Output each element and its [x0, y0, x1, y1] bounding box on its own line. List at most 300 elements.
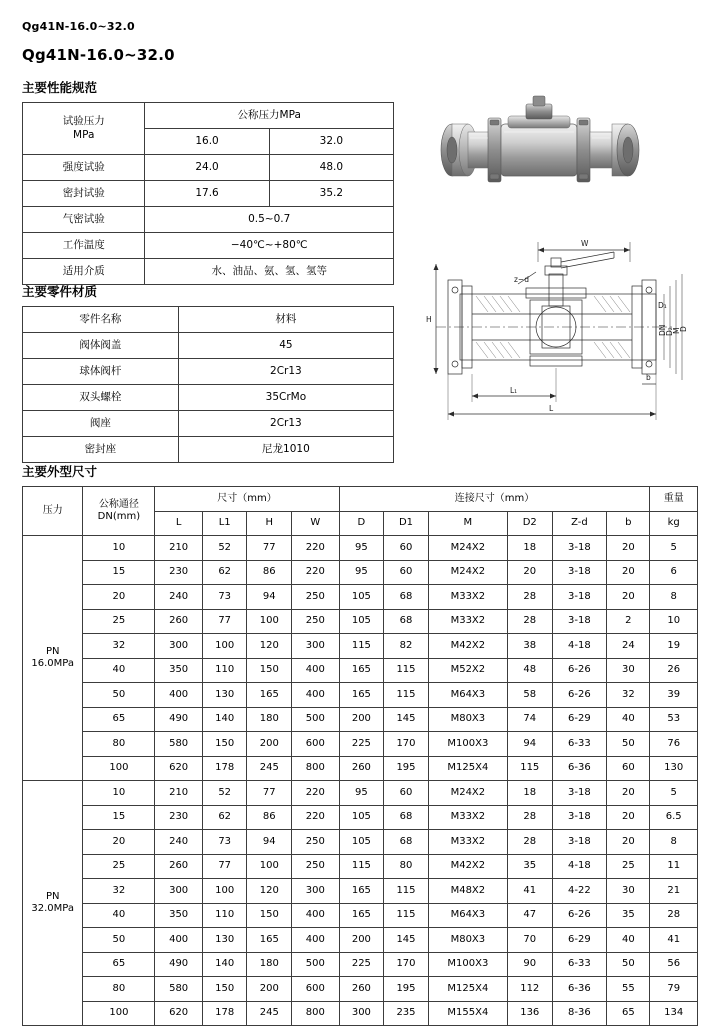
cell: 10	[83, 536, 155, 561]
table-row	[23, 1001, 698, 1026]
cell: 210	[155, 536, 202, 561]
cell: M24X2	[428, 560, 507, 585]
cell: 100	[83, 756, 155, 781]
materials-header-material: 材料	[178, 307, 393, 333]
cell: 77	[247, 781, 292, 806]
cell: 100	[202, 634, 247, 659]
drawing-label-DN: DN	[658, 324, 667, 336]
cell: 20	[507, 560, 552, 585]
cell: 60	[607, 756, 650, 781]
cell: 77	[247, 536, 292, 561]
cell: 300	[292, 634, 339, 659]
cell: 112	[507, 977, 552, 1002]
test-pressure-header-line2: MPa	[73, 128, 95, 141]
cell: 65	[83, 707, 155, 732]
cell: 62	[202, 805, 247, 830]
cell: 20	[607, 781, 650, 806]
row-label-temperature: 工作温度	[23, 233, 145, 259]
cell: 105	[339, 830, 384, 855]
cell: 65	[83, 952, 155, 977]
materials-title: 主要零件材质	[22, 284, 98, 299]
cell: 68	[384, 609, 429, 634]
cell: M64X3	[428, 683, 507, 708]
cell: 130	[650, 756, 698, 781]
cell: 68	[384, 830, 429, 855]
cell: 6-29	[552, 707, 607, 732]
cell: 26	[650, 658, 698, 683]
cell: 52	[202, 536, 247, 561]
cell: 260	[339, 977, 384, 1002]
cell: 19	[650, 634, 698, 659]
table-row	[23, 952, 698, 977]
table-row	[23, 207, 394, 233]
cell: 115	[384, 879, 429, 904]
test-pressure-header	[23, 103, 145, 155]
table-row	[23, 437, 394, 463]
cell: 165	[247, 683, 292, 708]
cell: 53	[650, 707, 698, 732]
cell: M33X2	[428, 609, 507, 634]
cell: 20	[607, 585, 650, 610]
cell: 6-33	[552, 732, 607, 757]
cell: 400	[155, 683, 202, 708]
cell: 100	[247, 854, 292, 879]
product-code-small: Qg41N-16.0~32.0	[22, 20, 135, 33]
cell: M80X3	[428, 928, 507, 953]
cell: M155X4	[428, 1001, 507, 1026]
cell: 94	[247, 830, 292, 855]
dim-col-L1: L1	[202, 511, 247, 536]
cell: 580	[155, 977, 202, 1002]
table-row	[23, 977, 698, 1002]
dim-header-dn	[83, 487, 155, 536]
cell: 双头螺栓	[23, 385, 179, 411]
cell: 600	[292, 977, 339, 1002]
table-row	[23, 536, 698, 561]
cell: 50	[607, 952, 650, 977]
cell: 球体阀杆	[23, 359, 179, 385]
cell: 4-18	[552, 634, 607, 659]
row-label-seal: 密封试验	[23, 181, 145, 207]
cell: 200	[339, 928, 384, 953]
cell: 165	[247, 928, 292, 953]
cell: 490	[155, 707, 202, 732]
cell: 56	[650, 952, 698, 977]
cell: 6-29	[552, 928, 607, 953]
performance-section	[22, 78, 394, 285]
cell: 4-18	[552, 854, 607, 879]
performance-table	[22, 102, 394, 285]
table-row	[23, 333, 394, 359]
cell: 3-18	[552, 536, 607, 561]
cell: 150	[247, 658, 292, 683]
cell: 105	[339, 585, 384, 610]
cell: 220	[292, 781, 339, 806]
cell: 尼龙1010	[178, 437, 393, 463]
cell: 35	[607, 903, 650, 928]
cell: 35	[507, 854, 552, 879]
table-row	[23, 155, 394, 181]
cell: 235	[384, 1001, 429, 1026]
performance-title: 主要性能规范	[22, 80, 98, 95]
table-row	[23, 683, 698, 708]
table-row	[23, 487, 698, 512]
cell: M48X2	[428, 879, 507, 904]
dim-col-D2: D2	[507, 511, 552, 536]
cell: 240	[155, 830, 202, 855]
cell: 130	[202, 928, 247, 953]
pressure-col-32: 32.0	[269, 129, 393, 155]
cell: 115	[384, 683, 429, 708]
cell: 35.2	[269, 181, 393, 207]
cell: 245	[247, 756, 292, 781]
cell: 18	[507, 781, 552, 806]
cell: 28	[507, 609, 552, 634]
cell: 20	[83, 830, 155, 855]
cell: 65	[607, 1001, 650, 1026]
cell: 水、油品、氨、氢、氢等	[145, 259, 394, 285]
table-row	[23, 103, 394, 129]
cell: 4-22	[552, 879, 607, 904]
nominal-pressure-header: 公称压力MPa	[145, 103, 394, 129]
cell: 45	[178, 333, 393, 359]
dim-group-label-1-line1: PN	[45, 645, 60, 657]
cell: 620	[155, 756, 202, 781]
cell: 8	[650, 830, 698, 855]
cell: 245	[247, 1001, 292, 1026]
dim-header-dn-line1: 公称通径	[98, 498, 139, 510]
cell: 620	[155, 1001, 202, 1026]
cell: 3-18	[552, 560, 607, 585]
cell: 80	[83, 732, 155, 757]
cell: 178	[202, 756, 247, 781]
materials-table	[22, 306, 394, 463]
cell: 250	[292, 830, 339, 855]
cell: 260	[339, 756, 384, 781]
cell: 60	[384, 781, 429, 806]
dim-header-conn-group: 连接尺寸（mm）	[339, 487, 650, 512]
table-row	[23, 928, 698, 953]
cell: 100	[83, 1001, 155, 1026]
cell: 86	[247, 805, 292, 830]
valve-section-drawing	[418, 228, 696, 433]
cell: 95	[339, 536, 384, 561]
dim-header-pressure: 压力	[23, 487, 83, 536]
cell: 95	[339, 781, 384, 806]
cell: 600	[292, 732, 339, 757]
cell: 110	[202, 658, 247, 683]
cell: 165	[339, 658, 384, 683]
dim-col-W: W	[292, 511, 339, 536]
cell: 密封座	[23, 437, 179, 463]
cell: 100	[202, 879, 247, 904]
cell: 400	[292, 903, 339, 928]
cell: 110	[202, 903, 247, 928]
cell: M125X4	[428, 756, 507, 781]
cell: 240	[155, 585, 202, 610]
cell: 20	[607, 536, 650, 561]
cell: 3-18	[552, 830, 607, 855]
drawing-label-W: W	[581, 239, 589, 248]
cell: 3-18	[552, 781, 607, 806]
dim-col-D1: D1	[384, 511, 429, 536]
cell: 120	[247, 879, 292, 904]
drawing-label-b: b	[646, 373, 651, 382]
cell: 40	[83, 658, 155, 683]
cell: 28	[650, 903, 698, 928]
cell: 400	[292, 928, 339, 953]
cell: 180	[247, 707, 292, 732]
cell: 77	[202, 854, 247, 879]
table-row	[23, 879, 698, 904]
cell: M24X2	[428, 536, 507, 561]
cell: 300	[155, 634, 202, 659]
cell: 6-33	[552, 952, 607, 977]
cell: 115	[339, 634, 384, 659]
cell: 11	[650, 854, 698, 879]
table-row	[23, 359, 394, 385]
dim-col-weight-unit: kg	[650, 511, 698, 536]
cell: 165	[339, 683, 384, 708]
dim-group-label-1-line2: 16.0MPa	[31, 658, 75, 669]
cell: 0.5~0.7	[145, 207, 394, 233]
dim-col-H: H	[247, 511, 292, 536]
cell: 15	[83, 805, 155, 830]
test-pressure-header-line1: 试验压力	[62, 115, 105, 128]
cell: M33X2	[428, 585, 507, 610]
cell: 76	[650, 732, 698, 757]
cell: 6.5	[650, 805, 698, 830]
cell: −40℃~+80℃	[145, 233, 394, 259]
dim-col-M: M	[428, 511, 507, 536]
cell: 200	[247, 977, 292, 1002]
cell: 28	[507, 805, 552, 830]
cell: 48.0	[269, 155, 393, 181]
cell: 32	[83, 634, 155, 659]
cell: 400	[155, 928, 202, 953]
table-row	[23, 781, 698, 806]
cell: 225	[339, 952, 384, 977]
cell: 115	[339, 854, 384, 879]
cell: 150	[202, 732, 247, 757]
dim-col-D: D	[339, 511, 384, 536]
cell: 82	[384, 634, 429, 659]
cell: 79	[650, 977, 698, 1002]
cell: M80X3	[428, 707, 507, 732]
cell: 6-36	[552, 756, 607, 781]
cell: 94	[247, 585, 292, 610]
cell: 490	[155, 952, 202, 977]
cell: 145	[384, 707, 429, 732]
cell: 180	[247, 952, 292, 977]
cell: 200	[247, 732, 292, 757]
technical-drawing	[418, 228, 696, 433]
table-row	[23, 585, 698, 610]
cell: 60	[384, 536, 429, 561]
dim-header-weight: 重量	[650, 487, 698, 512]
cell: 500	[292, 952, 339, 977]
cell: 77	[202, 609, 247, 634]
dim-header-size-group: 尺寸（mm）	[155, 487, 339, 512]
cell: 230	[155, 805, 202, 830]
cell: 250	[292, 854, 339, 879]
cell: 130	[202, 683, 247, 708]
cell: 41	[650, 928, 698, 953]
cell: 20	[607, 560, 650, 585]
drawing-label-D1: D₁	[658, 301, 667, 310]
table-row	[23, 903, 698, 928]
cell: M52X2	[428, 658, 507, 683]
cell: 50	[83, 683, 155, 708]
table-row	[23, 854, 698, 879]
cell: 2	[607, 609, 650, 634]
materials-section	[22, 282, 394, 463]
table-row	[23, 411, 394, 437]
dim-group-label-2-line2: 32.0MPa	[31, 903, 75, 914]
cell: 25	[607, 854, 650, 879]
dim-header-dn-line2: DN(mm)	[97, 511, 141, 522]
cell: 3-18	[552, 609, 607, 634]
cell: M100X3	[428, 732, 507, 757]
cell: M100X3	[428, 952, 507, 977]
cell: 10	[650, 609, 698, 634]
cell: M42X2	[428, 854, 507, 879]
dim-col-L: L	[155, 511, 202, 536]
cell: 350	[155, 903, 202, 928]
cell: 41	[507, 879, 552, 904]
table-row	[23, 830, 698, 855]
cell: 38	[507, 634, 552, 659]
table-row	[23, 707, 698, 732]
cell: M33X2	[428, 830, 507, 855]
dimensions-section	[22, 462, 698, 1026]
cell: 195	[384, 977, 429, 1002]
dimensions-table	[22, 486, 698, 1026]
cell: 阀体阀盖	[23, 333, 179, 359]
cell: 20	[83, 585, 155, 610]
cell: 10	[83, 781, 155, 806]
dim-group-label-2	[23, 781, 83, 1026]
table-row	[23, 307, 394, 333]
product-photo	[430, 84, 690, 214]
cell: 6-26	[552, 903, 607, 928]
drawing-label-zd: z−d	[514, 275, 529, 284]
cell: 8-36	[552, 1001, 607, 1026]
cell: 300	[339, 1001, 384, 1026]
cell: 5	[650, 536, 698, 561]
cell: 58	[507, 683, 552, 708]
cell: 170	[384, 952, 429, 977]
cell: 94	[507, 732, 552, 757]
valve-photo-graphic	[430, 84, 690, 214]
cell: 120	[247, 634, 292, 659]
cell: 3-18	[552, 585, 607, 610]
row-label-strength: 强度试验	[23, 155, 145, 181]
cell: 225	[339, 732, 384, 757]
cell: 阀座	[23, 411, 179, 437]
drawing-label-H: H	[426, 315, 432, 324]
cell: 105	[339, 805, 384, 830]
cell: 140	[202, 707, 247, 732]
drawing-label-D: D	[679, 326, 688, 332]
cell: 68	[384, 805, 429, 830]
cell: 32	[607, 683, 650, 708]
drawing-label-M: M	[672, 327, 681, 334]
cell: 5	[650, 781, 698, 806]
cell: 40	[607, 707, 650, 732]
cell: 300	[155, 879, 202, 904]
cell: 48	[507, 658, 552, 683]
drawing-label-L: L	[549, 404, 554, 413]
cell: 165	[339, 879, 384, 904]
cell: 80	[384, 854, 429, 879]
row-label-airtight: 气密试验	[23, 207, 145, 233]
table-row	[23, 609, 698, 634]
cell: 350	[155, 658, 202, 683]
cell: 170	[384, 732, 429, 757]
cell: 220	[292, 560, 339, 585]
cell: 145	[384, 928, 429, 953]
cell: 3-18	[552, 805, 607, 830]
cell: 52	[202, 781, 247, 806]
cell: 20	[607, 830, 650, 855]
cell: 165	[339, 903, 384, 928]
cell: 74	[507, 707, 552, 732]
dim-group-label-2-line1: PN	[45, 890, 60, 902]
cell: 35CrMo	[178, 385, 393, 411]
cell: 28	[507, 585, 552, 610]
cell: 40	[83, 903, 155, 928]
cell: 24.0	[145, 155, 269, 181]
cell: 24	[607, 634, 650, 659]
materials-header-part: 零件名称	[23, 307, 179, 333]
cell: 2Cr13	[178, 359, 393, 385]
cell: 25	[83, 854, 155, 879]
cell: 134	[650, 1001, 698, 1026]
cell: 50	[83, 928, 155, 953]
cell: 260	[155, 609, 202, 634]
cell: 2Cr13	[178, 411, 393, 437]
drawing-label-L1: L₁	[510, 386, 518, 395]
table-row	[23, 805, 698, 830]
cell: 8	[650, 585, 698, 610]
cell: 70	[507, 928, 552, 953]
dim-col-Zd: Z-d	[552, 511, 607, 536]
cell: 95	[339, 560, 384, 585]
cell: 230	[155, 560, 202, 585]
cell: 20	[607, 805, 650, 830]
cell: 150	[247, 903, 292, 928]
table-row	[23, 560, 698, 585]
cell: 32	[83, 879, 155, 904]
cell: 260	[155, 854, 202, 879]
cell: 6-36	[552, 977, 607, 1002]
cell: 73	[202, 585, 247, 610]
cell: M64X3	[428, 903, 507, 928]
cell: 115	[384, 903, 429, 928]
cell: 30	[607, 658, 650, 683]
table-row	[23, 181, 394, 207]
cell: 73	[202, 830, 247, 855]
table-row	[23, 385, 394, 411]
cell: 140	[202, 952, 247, 977]
drawing-label-D2: D₂	[665, 327, 674, 336]
row-label-medium: 适用介质	[23, 259, 145, 285]
cell: 40	[607, 928, 650, 953]
cell: 210	[155, 781, 202, 806]
cell: 400	[292, 658, 339, 683]
cell: 500	[292, 707, 339, 732]
